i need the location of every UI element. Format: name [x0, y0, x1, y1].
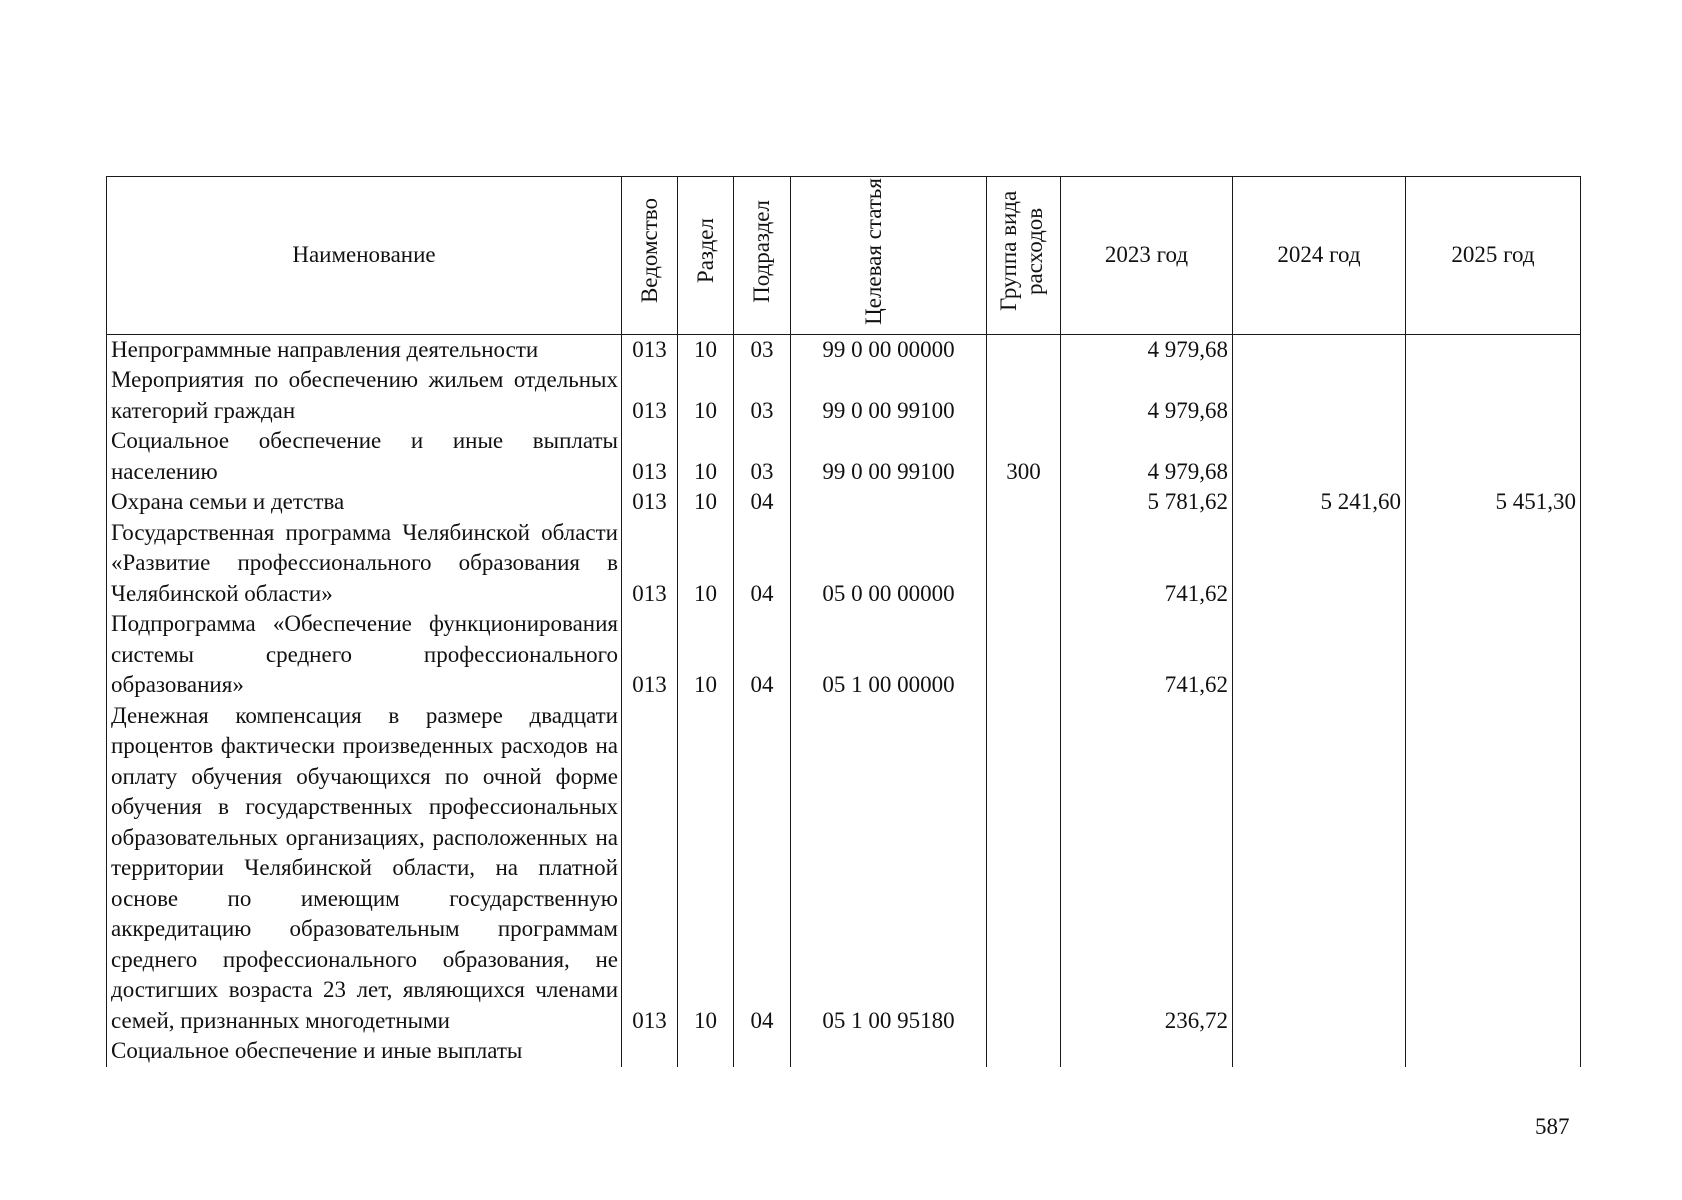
row-2024: 5 241,60 — [1233, 487, 1406, 518]
row-celevaya-statya: 99 0 00 00000 — [791, 334, 987, 365]
table-row — [107, 1036, 1581, 1067]
header-celevaya-statya-label: Целевая статья — [860, 177, 886, 325]
header-gruppa-vida-rashodov — [987, 177, 1061, 335]
budget-table — [106, 176, 1581, 1067]
row-2023: 5 781,62 — [1061, 487, 1233, 518]
row-razdel: 10 — [678, 334, 734, 365]
row-name: Охрана семьи и детства — [107, 487, 622, 518]
table-row — [107, 487, 1581, 518]
row-2025 — [1406, 426, 1581, 487]
table-row — [107, 426, 1581, 487]
row-2025 — [1406, 609, 1581, 701]
row-celevaya-statya — [791, 1036, 987, 1067]
row-razdel: 10 — [678, 487, 734, 518]
header-year-2025: 2025 год — [1406, 177, 1581, 335]
row-name: Государственная программа Челябинской области «Развитие профессионального образования в Челябинской области» — [107, 518, 622, 610]
row-2023 — [1061, 1036, 1233, 1067]
row-name: Социальное обеспечение и иные выплаты — [107, 1036, 622, 1067]
row-name: Непрограммные направления деятельности — [107, 334, 622, 365]
row-vedomstvo: 013 — [622, 365, 678, 426]
row-2024 — [1233, 334, 1406, 365]
table-header-row — [107, 177, 1581, 335]
row-podrazdel: 03 — [734, 334, 791, 365]
row-vedomstvo: 013 — [622, 426, 678, 487]
header-year-2024: 2024 год — [1233, 177, 1406, 335]
row-2025: 5 451,30 — [1406, 487, 1581, 518]
row-celevaya-statya: 99 0 00 99100 — [791, 365, 987, 426]
row-2023: 4 979,68 — [1061, 426, 1233, 487]
row-podrazdel: 04 — [734, 487, 791, 518]
row-2025 — [1406, 365, 1581, 426]
row-podrazdel: 04 — [734, 518, 791, 610]
table-row — [107, 334, 1581, 365]
row-gruppa — [987, 609, 1061, 701]
row-2023: 741,62 — [1061, 609, 1233, 701]
header-name: Наименование — [107, 177, 622, 335]
table-row — [107, 365, 1581, 426]
row-2024 — [1233, 365, 1406, 426]
row-podrazdel: 04 — [734, 609, 791, 701]
table-row — [107, 609, 1581, 701]
header-vedomstvo — [622, 177, 678, 335]
row-celevaya-statya: 05 0 00 00000 — [791, 518, 987, 610]
row-vedomstvo: 013 — [622, 701, 678, 1037]
row-2025 — [1406, 1036, 1581, 1067]
row-celevaya-statya: 05 1 00 00000 — [791, 609, 987, 701]
header-razdel — [678, 177, 734, 335]
row-vedomstvo — [622, 1036, 678, 1067]
row-podrazdel: 03 — [734, 426, 791, 487]
row-gruppa — [987, 487, 1061, 518]
row-razdel: 10 — [678, 426, 734, 487]
row-podrazdel — [734, 1036, 791, 1067]
row-name: Социальное обеспечение и иные выплаты населению — [107, 426, 622, 487]
header-podrazdel — [734, 177, 791, 335]
row-podrazdel: 03 — [734, 365, 791, 426]
row-2025 — [1406, 701, 1581, 1037]
header-year-2023: 2023 год — [1061, 177, 1233, 335]
row-razdel: 10 — [678, 701, 734, 1037]
header-razdel-label: Раздел — [692, 218, 718, 284]
row-name: Денежная компенсация в размере двадцати процентов фактически произведенных расходов на оплату обучения обучающихся по очной форме обучения в государственных профессиональных образовательных организациях, расположенных на территории Челябинской области, на платной основе по имеющим государственную аккредитацию образовательным программам среднего профессионального образования, не достигших возраста 23 лет, являющихся членами семей, признанных многодетными — [107, 701, 622, 1037]
row-2023: 741,62 — [1061, 518, 1233, 610]
row-2024 — [1233, 426, 1406, 487]
row-gruppa — [987, 701, 1061, 1037]
row-gruppa — [987, 334, 1061, 365]
row-gruppa — [987, 518, 1061, 610]
row-2024 — [1233, 518, 1406, 610]
row-2023: 4 979,68 — [1061, 365, 1233, 426]
row-celevaya-statya: 05 1 00 95180 — [791, 701, 987, 1037]
row-vedomstvo: 013 — [622, 518, 678, 610]
header-podrazdel-label: Подраздел — [749, 199, 774, 303]
row-razdel: 10 — [678, 365, 734, 426]
row-vedomstvo: 013 — [622, 487, 678, 518]
header-vedomstvo-label: Ведомство — [636, 198, 662, 304]
row-celevaya-statya: 99 0 00 99100 — [791, 426, 987, 487]
row-razdel: 10 — [678, 518, 734, 610]
row-2024 — [1233, 701, 1406, 1037]
table-row — [107, 518, 1581, 610]
row-podrazdel: 04 — [734, 701, 791, 1037]
row-2025 — [1406, 334, 1581, 365]
page-number: 587 — [1535, 1114, 1570, 1139]
row-razdel — [678, 1036, 734, 1067]
row-gruppa: 300 — [987, 426, 1061, 487]
row-gruppa — [987, 1036, 1061, 1067]
table-row — [107, 701, 1581, 1037]
row-2023: 236,72 — [1061, 701, 1233, 1037]
header-gruppa-label: Группа вида расходов — [995, 190, 1047, 312]
row-celevaya-statya — [791, 487, 987, 518]
row-2024 — [1233, 1036, 1406, 1067]
row-2023: 4 979,68 — [1061, 334, 1233, 365]
row-vedomstvo: 013 — [622, 334, 678, 365]
row-name: Подпрограмма «Обеспечение функционирования системы среднего профессионального образования» — [107, 609, 622, 701]
row-name: Мероприятия по обеспечению жильем отдельных категорий граждан — [107, 365, 622, 426]
row-razdel: 10 — [678, 609, 734, 701]
row-2025 — [1406, 518, 1581, 610]
row-2024 — [1233, 609, 1406, 701]
row-gruppa — [987, 365, 1061, 426]
row-vedomstvo: 013 — [622, 609, 678, 701]
header-celevaya-statya — [791, 177, 987, 335]
